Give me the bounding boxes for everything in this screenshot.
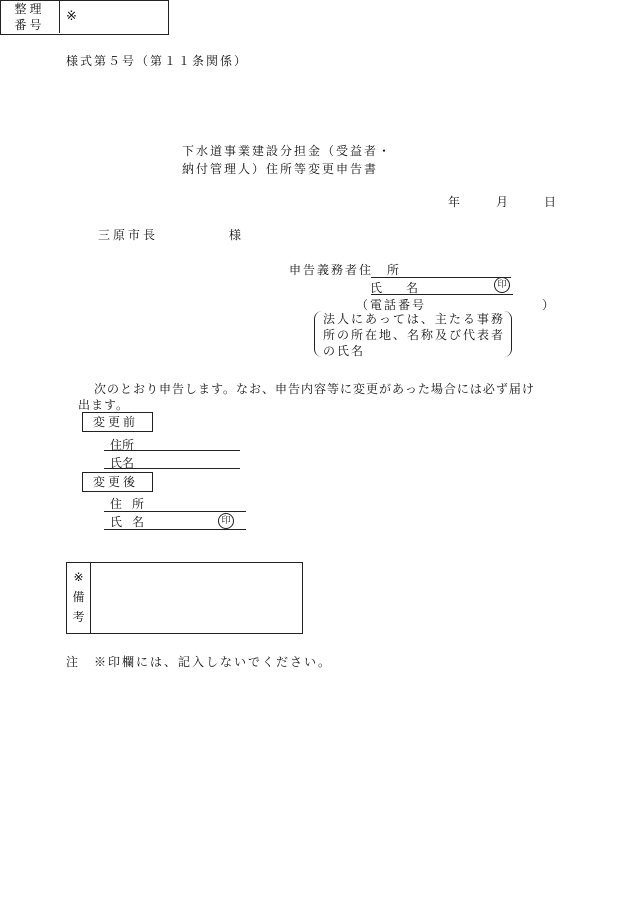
date-day: 日: [544, 195, 557, 209]
after-name-line: [104, 529, 246, 530]
date-year: 年: [448, 195, 461, 209]
declarant-name-label: 氏: [370, 281, 383, 295]
footer-note: 注 ※印欄には、記入しないでください。: [66, 655, 333, 669]
before-name-line: [104, 468, 240, 469]
after-name-label: 氏名: [110, 515, 155, 529]
document-title-line1: 下水道事業建設分担金（受益者・: [182, 144, 393, 158]
declarant-name-line: [371, 294, 513, 295]
declarant-address-line: [371, 277, 511, 278]
management-number-label: [0, 0, 60, 33]
after-address-line: [104, 511, 246, 512]
after-seal-icon: 印: [218, 513, 234, 529]
declarant-phone-close: ）: [542, 298, 555, 312]
remarks-label: [67, 563, 91, 633]
document-title-line2: 納付管理人）住所等変更申告書: [182, 162, 379, 176]
addressee-mayor: 三原市長: [98, 228, 159, 242]
declarant-phone-label: （電話番号: [356, 298, 427, 312]
declarant-seal-icon: 印: [494, 277, 510, 293]
form-reference: 様式第５号（第１１条関係）: [66, 54, 249, 68]
statement-line1: 次のとおり申告します。なお、申告内容等に変更があった場合には必ず届け: [94, 382, 535, 396]
declarant-address-label: 申告義務者住 所: [289, 263, 402, 277]
before-heading: 変更前: [82, 412, 153, 432]
management-label-line2: 番号: [14, 18, 45, 32]
after-heading: 変更後: [82, 472, 153, 492]
corporate-note: 法人にあっては、主たる事務所の所在地、名称及び代表者の氏名: [314, 311, 512, 357]
after-address-label: 住所: [110, 497, 155, 511]
management-number-box: [0, 0, 169, 35]
remarks-label1: 備: [72, 590, 85, 604]
management-mark: ※: [66, 9, 77, 24]
remarks-label2: 考: [72, 610, 85, 624]
addressee-honorific: 様: [229, 228, 242, 242]
before-address-line: [104, 450, 240, 451]
management-label-line1: 整理: [14, 2, 45, 16]
statement-line2: 出ます。: [78, 398, 130, 412]
remarks-mark: ※: [73, 570, 84, 584]
date-month: 月: [496, 195, 509, 209]
before-address-label: 住所: [110, 438, 135, 452]
declarant-name-label2: 名: [406, 281, 419, 295]
before-name-label: 氏名: [110, 456, 135, 470]
remarks-box: [66, 562, 303, 634]
